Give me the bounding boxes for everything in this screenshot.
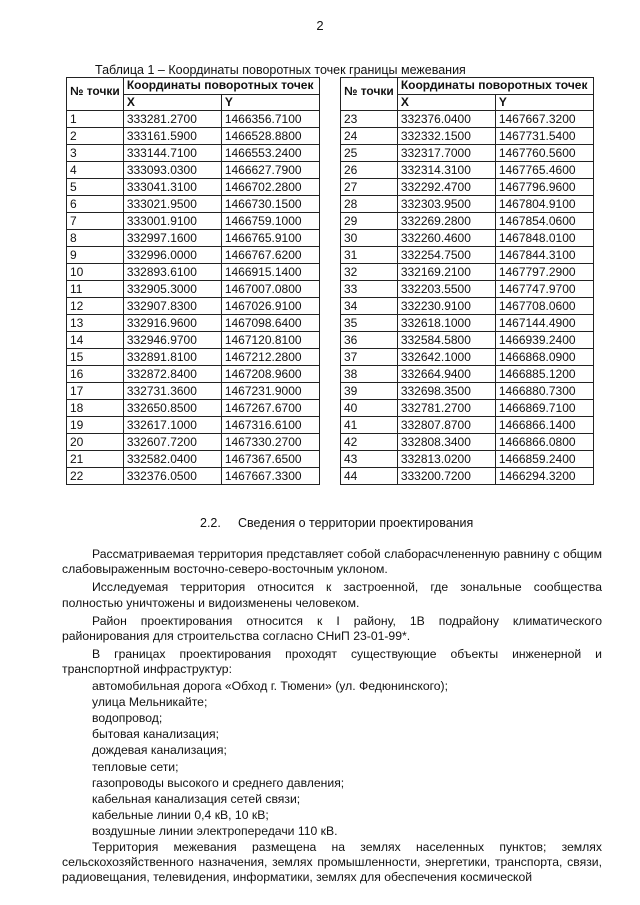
infrastructure-list — [62, 678, 602, 840]
point-number-cell: 20 — [67, 434, 124, 451]
point-number-cell: 25 — [341, 145, 398, 162]
x-coordinate-cell: 332376.0500 — [123, 468, 221, 485]
point-number-cell: 1 — [67, 111, 124, 128]
point-number-header: № точки — [341, 78, 398, 111]
x-coordinate-cell: 332254.7500 — [397, 247, 495, 264]
x-coordinate-cell: 332169.2100 — [397, 264, 495, 281]
x-coordinate-cell: 332303.9500 — [397, 196, 495, 213]
x-coordinate-cell: 332292.4700 — [397, 179, 495, 196]
table-caption: Таблица 1 – Координаты поворотных точек границы межевания — [95, 63, 466, 77]
x-coordinate-cell: 332317.7000 — [397, 145, 495, 162]
point-number-cell: 3 — [67, 145, 124, 162]
table-row — [67, 349, 320, 366]
list-item: тепловые сети; — [92, 759, 179, 774]
y-coordinate-cell: 1466730.1500 — [221, 196, 319, 213]
table-row — [67, 417, 320, 434]
y-column-header: Y — [221, 95, 319, 111]
point-number-cell: 31 — [341, 247, 398, 264]
table-row — [341, 366, 594, 383]
paragraph-relief: Рассматриваемая территория представляет собой слаборасчлененную равнину с общим слабовыраженным восточно-северо-восточным уклоном. — [62, 547, 602, 577]
y-coordinate-cell: 1466866.0800 — [495, 434, 593, 451]
y-coordinate-cell: 1467120.8100 — [221, 332, 319, 349]
y-coordinate-cell: 1466939.2400 — [495, 332, 593, 349]
page-number: 2 — [316, 18, 324, 33]
y-coordinate-cell: 1466356.7100 — [221, 111, 319, 128]
y-coordinate-cell: 1466528.8800 — [221, 128, 319, 145]
x-coordinate-cell: 333200.7200 — [397, 468, 495, 485]
list-item: бытовая канализация; — [92, 727, 220, 742]
y-coordinate-cell: 1467026.9100 — [221, 298, 319, 315]
paragraph-land-categories: Территория межевания размещена на землях населенных пунктов; землях сельскохозяйственного назначения, землях промышленности, энергетики, транспорта, связи, радиовещания, телевидения, информатики, землях для обеспечения космической — [62, 839, 602, 885]
list-item: газопроводы высокого и среднего давления; — [92, 775, 345, 790]
table-row — [341, 468, 594, 485]
x-coordinate-cell: 332584.5800 — [397, 332, 495, 349]
list-item: водопровод; — [92, 711, 163, 726]
x-coordinate-cell: 333281.2700 — [123, 111, 221, 128]
y-coordinate-cell: 1467708.0600 — [495, 298, 593, 315]
table-row — [341, 281, 594, 298]
coordinates-table-right — [340, 77, 594, 485]
table-row — [341, 264, 594, 281]
point-number-cell: 37 — [341, 349, 398, 366]
y-coordinate-cell: 1466767.6200 — [221, 247, 319, 264]
table-row — [67, 315, 320, 332]
x-coordinate-cell: 332997.1600 — [123, 230, 221, 247]
table-row — [67, 468, 320, 485]
point-number-cell: 32 — [341, 264, 398, 281]
table-row — [67, 111, 320, 128]
point-number-cell: 36 — [341, 332, 398, 349]
point-number-cell: 12 — [67, 298, 124, 315]
y-coordinate-cell: 1467212.2800 — [221, 349, 319, 366]
coordinates-table-left — [66, 77, 320, 485]
point-number-cell: 35 — [341, 315, 398, 332]
paragraph-infrastructure-intro: В границах проектирования проходят существующие объекты инженерной и транспортной инфраструктур: — [62, 647, 602, 677]
y-coordinate-cell: 1467854.0600 — [495, 213, 593, 230]
point-number-cell: 43 — [341, 451, 398, 468]
x-coordinate-cell: 332582.0400 — [123, 451, 221, 468]
x-coordinate-cell: 332617.1000 — [123, 417, 221, 434]
list-item: автомобильная дорога «Обход г. Тюмени» (ул. Федюнинского); — [92, 678, 448, 693]
point-number-cell: 21 — [67, 451, 124, 468]
table-row — [67, 281, 320, 298]
table-row — [67, 162, 320, 179]
y-coordinate-cell: 1467098.6400 — [221, 315, 319, 332]
x-coordinate-cell: 333093.0300 — [123, 162, 221, 179]
x-coordinate-cell: 332807.8700 — [397, 417, 495, 434]
y-coordinate-cell: 1466868.0900 — [495, 349, 593, 366]
x-coordinate-cell: 332731.3600 — [123, 383, 221, 400]
coordinates-header: Координаты поворотных точек — [397, 78, 593, 95]
table-row — [67, 213, 320, 230]
y-coordinate-cell: 1467760.5600 — [495, 145, 593, 162]
point-number-cell: 40 — [341, 400, 398, 417]
point-number-cell: 2 — [67, 128, 124, 145]
table-row — [67, 332, 320, 349]
table-row — [341, 128, 594, 145]
y-coordinate-cell: 1467667.3300 — [221, 468, 319, 485]
table-row — [341, 434, 594, 451]
table-row — [67, 145, 320, 162]
table-row — [341, 332, 594, 349]
table-row — [341, 349, 594, 366]
section-number: 2.2. — [200, 516, 221, 530]
y-coordinate-cell: 1466627.7900 — [221, 162, 319, 179]
table-row — [341, 247, 594, 264]
y-coordinate-cell: 1467797.2900 — [495, 264, 593, 281]
point-number-cell: 30 — [341, 230, 398, 247]
point-number-cell: 44 — [341, 468, 398, 485]
table-row — [67, 383, 320, 400]
table-body-left — [67, 111, 320, 485]
y-coordinate-cell: 1467765.4600 — [495, 162, 593, 179]
y-coordinate-cell: 1467267.6700 — [221, 400, 319, 417]
y-coordinate-cell: 1467747.9700 — [495, 281, 593, 298]
point-number-cell: 14 — [67, 332, 124, 349]
point-number-cell: 24 — [341, 128, 398, 145]
point-number-cell: 26 — [341, 162, 398, 179]
y-coordinate-cell: 1466885.1200 — [495, 366, 593, 383]
x-coordinate-cell: 332781.2700 — [397, 400, 495, 417]
point-number-cell: 10 — [67, 264, 124, 281]
x-coordinate-cell: 333041.3100 — [123, 179, 221, 196]
table-row — [341, 383, 594, 400]
paragraph-ecology: Исследуемая территория относится к застроенной, где зональные сообщества полностью уничтожены и видоизменены человеком. — [62, 580, 602, 610]
y-coordinate-cell: 1467007.0800 — [221, 281, 319, 298]
y-coordinate-cell: 1467844.3100 — [495, 247, 593, 264]
x-column-header: X — [397, 95, 495, 111]
x-coordinate-cell: 333001.9100 — [123, 213, 221, 230]
x-coordinate-cell: 332269.2800 — [397, 213, 495, 230]
x-coordinate-cell: 332698.3500 — [397, 383, 495, 400]
point-number-cell: 16 — [67, 366, 124, 383]
y-coordinate-cell: 1467367.6500 — [221, 451, 319, 468]
y-coordinate-cell: 1467804.9100 — [495, 196, 593, 213]
table-row — [341, 213, 594, 230]
y-coordinate-cell: 1466553.2400 — [221, 145, 319, 162]
table-row — [67, 196, 320, 213]
table-row — [341, 417, 594, 434]
y-coordinate-cell: 1467731.5400 — [495, 128, 593, 145]
table-row — [341, 315, 594, 332]
section-title: Сведения о территории проектирования — [238, 516, 474, 530]
point-number-cell: 22 — [67, 468, 124, 485]
y-coordinate-cell: 1467330.2700 — [221, 434, 319, 451]
x-coordinate-cell: 332808.3400 — [397, 434, 495, 451]
table-row — [67, 247, 320, 264]
table-row — [67, 230, 320, 247]
y-coordinate-cell: 1466866.1400 — [495, 417, 593, 434]
point-number-cell: 8 — [67, 230, 124, 247]
table-row — [341, 298, 594, 315]
point-number-cell: 11 — [67, 281, 124, 298]
y-coordinate-cell: 1467316.6100 — [221, 417, 319, 434]
y-coordinate-cell: 1467796.9600 — [495, 179, 593, 196]
table-row — [67, 366, 320, 383]
y-coordinate-cell: 1466765.9100 — [221, 230, 319, 247]
x-coordinate-cell: 332916.9600 — [123, 315, 221, 332]
table-row — [341, 230, 594, 247]
table-row — [67, 128, 320, 145]
y-coordinate-cell: 1466880.7300 — [495, 383, 593, 400]
list-item: дождевая канализация; — [92, 743, 227, 758]
point-number-header: № точки — [67, 78, 124, 111]
y-coordinate-cell: 1466702.2800 — [221, 179, 319, 196]
y-coordinate-cell: 1467667.3200 — [495, 111, 593, 128]
x-coordinate-cell: 332893.6100 — [123, 264, 221, 281]
x-coordinate-cell: 332872.8400 — [123, 366, 221, 383]
y-coordinate-cell: 1467231.9000 — [221, 383, 319, 400]
table-row — [341, 145, 594, 162]
y-coordinate-cell: 1466859.2400 — [495, 451, 593, 468]
coordinates-header: Координаты поворотных точек — [123, 78, 319, 95]
y-coordinate-cell: 1466869.7100 — [495, 400, 593, 417]
point-number-cell: 15 — [67, 349, 124, 366]
point-number-cell: 18 — [67, 400, 124, 417]
x-coordinate-cell: 332996.0000 — [123, 247, 221, 264]
point-number-cell: 29 — [341, 213, 398, 230]
list-item: улица Мельникайте; — [92, 694, 208, 709]
table-row — [341, 162, 594, 179]
point-number-cell: 34 — [341, 298, 398, 315]
point-number-cell: 23 — [341, 111, 398, 128]
x-coordinate-cell: 332946.9700 — [123, 332, 221, 349]
point-number-cell: 13 — [67, 315, 124, 332]
x-column-header: X — [123, 95, 221, 111]
point-number-cell: 42 — [341, 434, 398, 451]
x-coordinate-cell: 332314.3100 — [397, 162, 495, 179]
table-row — [67, 434, 320, 451]
table-row — [67, 451, 320, 468]
point-number-cell: 27 — [341, 179, 398, 196]
table-row — [67, 179, 320, 196]
table-row — [67, 264, 320, 281]
point-number-cell: 17 — [67, 383, 124, 400]
section-body — [62, 547, 602, 885]
table-body-right — [341, 111, 594, 485]
x-coordinate-cell: 332230.9100 — [397, 298, 495, 315]
list-item: кабельные линии 0,4 кВ, 10 кВ; — [92, 808, 269, 823]
point-number-cell: 33 — [341, 281, 398, 298]
table-row — [341, 196, 594, 213]
x-coordinate-cell: 332260.4600 — [397, 230, 495, 247]
x-coordinate-cell: 332332.1500 — [397, 128, 495, 145]
x-coordinate-cell: 333144.7100 — [123, 145, 221, 162]
table-row — [341, 111, 594, 128]
x-coordinate-cell: 332650.8500 — [123, 400, 221, 417]
point-number-cell: 7 — [67, 213, 124, 230]
table-row — [341, 451, 594, 468]
x-coordinate-cell: 332664.9400 — [397, 366, 495, 383]
y-coordinate-cell: 1467208.9600 — [221, 366, 319, 383]
table-row — [67, 400, 320, 417]
point-number-cell: 39 — [341, 383, 398, 400]
point-number-cell: 4 — [67, 162, 124, 179]
x-coordinate-cell: 332607.7200 — [123, 434, 221, 451]
x-coordinate-cell: 332813.0200 — [397, 451, 495, 468]
point-number-cell: 5 — [67, 179, 124, 196]
y-coordinate-cell: 1466915.1400 — [221, 264, 319, 281]
point-number-cell: 28 — [341, 196, 398, 213]
point-number-cell: 19 — [67, 417, 124, 434]
table-row — [67, 298, 320, 315]
point-number-cell: 6 — [67, 196, 124, 213]
x-coordinate-cell: 332642.1000 — [397, 349, 495, 366]
y-coordinate-cell: 1467144.4900 — [495, 315, 593, 332]
x-coordinate-cell: 333161.5900 — [123, 128, 221, 145]
point-number-cell: 41 — [341, 417, 398, 434]
paragraph-climate: Район проектирования относится к I району, 1В подрайону климатического районирования для строительства согласно СНиП 23-01-99*. — [62, 613, 602, 644]
y-coordinate-cell: 1466294.3200 — [495, 468, 593, 485]
point-number-cell: 38 — [341, 366, 398, 383]
y-coordinate-cell: 1466759.1000 — [221, 213, 319, 230]
point-number-cell: 9 — [67, 247, 124, 264]
x-coordinate-cell: 332891.8100 — [123, 349, 221, 366]
list-item: кабельная канализация сетей связи; — [92, 792, 301, 807]
x-coordinate-cell: 332376.0400 — [397, 111, 495, 128]
table-row — [341, 400, 594, 417]
x-coordinate-cell: 332905.3000 — [123, 281, 221, 298]
x-coordinate-cell: 333021.9500 — [123, 196, 221, 213]
y-column-header: Y — [495, 95, 593, 111]
x-coordinate-cell: 332618.1000 — [397, 315, 495, 332]
y-coordinate-cell: 1467848.0100 — [495, 230, 593, 247]
x-coordinate-cell: 332907.8300 — [123, 298, 221, 315]
section-heading — [200, 516, 473, 530]
list-item: воздушные линии электропередачи 110 кВ. — [92, 824, 338, 839]
x-coordinate-cell: 332203.5500 — [397, 281, 495, 298]
table-row — [341, 179, 594, 196]
